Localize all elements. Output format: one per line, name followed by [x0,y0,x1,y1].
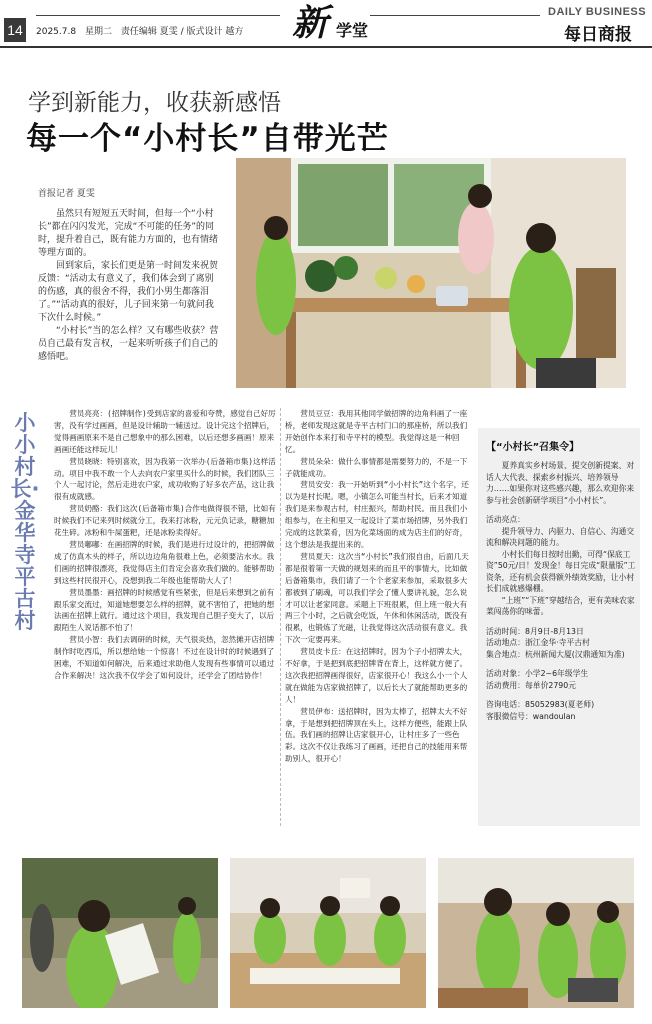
notice-phone: 咨询电话：85052983(夏老师) [486,700,595,709]
bottom-photo-1-illustration [22,858,218,1008]
camper-quote: 营员皮卡丘：在这招牌时，因为个子小招牌太大，不好拿，于是把到底把招牌背在背上，这样就方便了。这次我把招牌画得很好，店家很开心！我这么小一个人就在做能为店家做招牌了，以后长大了就能帮助更多的人！ [285,647,468,704]
article-column-2 [285,408,473,765]
notice-intro: 夏养真实乡村场景、提交创新提案、对话人大代表、探索乡村振兴、培养领导力……如果你对这些感兴趣，那么欢迎你来参与社会创新研学项目“小小村长”。 [486,461,635,505]
camper-quote: 营员安安：我一开始听到“小小村长”这个名字，还以为是村长呢。嗯，小镇怎么可能当村长，后来才知道我们是来参观古村，村庄振兴，帮助村民。而且我们小组参与，在主和里又一起设计了菜市场招牌，另外我们完成的这款菜肴，因为化菜场面的成为店主们的好奇，这个想法是我提出来的。 [285,480,469,549]
header-rule-right [370,15,540,16]
main-photo-illustration [236,158,626,388]
column-divider [280,408,282,826]
notice-audience: 活动对象：小学2~6年级学生 [486,669,589,678]
notice-title: 【“小村长”召集令】 [486,442,580,453]
intro-paragraph: 回到家后，家长们更是第一时间发来祝贺反馈：“活动太有意义了，我们体会到了离别的伤感，真的很舍不得，我们小男生都落泪了。”“活动真的很好，儿子回来第一句就问我下次什么时候。” [38,261,219,323]
notice-wechat: 客服微信号：wandoulan [486,711,576,721]
camper-quote: 营员墨墨：画招牌的时候感觉有些紧张，但是后来想到之前有跟乐家交流过，知道她想要怎么样的招牌，就不害怕了，把她的想法画在招牌上就行。通过这个项目，我发现自己胆子变大了，以后跟陌生人说话都不怕了！ [54,587,275,633]
intro-text [38,208,222,364]
intro-paragraph: “小村长”当的怎么样？又有哪些收获？营员自己最有发言权，一起来听听孩子们自己的感悟吧。 [38,326,219,362]
header-rule [36,15,280,16]
article-title: 每一个“小村长”自带光芒 [26,121,389,157]
vertical-heading: 小小村长·金华寺平古村 [10,411,40,633]
notice-highlight: 小村长们每日按时出勤，可得“保底工资”50元/日！发现金！每日完成“限量版”工资条，还有机会获得额外绩效奖励，让小村长们成就感爆棚。 [486,549,636,593]
main-photo [236,158,626,388]
notice-meeting-point: 集合地点：杭州新闻大厦(汉鼎通知为准) [486,649,625,659]
notice-location: 活动地点：浙江金华·寺平古村 [486,638,590,647]
bottom-photo-2-illustration [230,858,426,1008]
camper-quote: 营员亮亮：(招牌制作)受到店家的喜爱和夸赞，感觉自己好厉害，没有学过画画，但是设计辅助一辅送过。设计完这个招牌后，觉得画画原来不是自己想象中的那么困难，以后还想多画画！原来画画还能这样玩儿！ [54,409,276,454]
article-column-1 [54,408,276,682]
page-number: 14 [4,18,26,42]
bottom-photo-1 [22,858,218,1008]
editors-credit: 责任编辑 夏雯 / 版式设计 越方 [120,27,244,37]
notice-fee: 活动费用：每单价2790元 [486,680,577,690]
notice-highlight: 提升领导力、内驱力、自信心、沟通交流和解决问题的能力。 [486,526,635,547]
issue-meta [36,24,249,37]
bottom-photo-3 [438,858,634,1008]
camper-quote: 营员伊布：送招牌时，因为太棒了，招牌太大不好拿，于是想到把招牌顶在头上，这样方便些，能跟上队伍。我们画的招牌让店家很开心，让村庄多了一些色彩。这次不仅让我练习了画画，还把自己的技能用来帮助别人，很开心！ [285,706,468,764]
camper-quote: 营员奶酪：我们这次(后备箱市集)合作电做得很不错，比如有时候我们不记来列时候就分工，我来打冰粉，元元负记录，糖糖加花生碎。冰粉和牛屎蛋粑，还是冰粉卖得好。 [54,504,276,538]
bottom-photo-3-illustration [438,858,634,1008]
issue-date: 2025.7.8 [36,27,77,37]
notice-body [486,460,636,722]
issue-weekday: 星期二 [84,27,112,37]
camper-quote: 营员朵朵：做什么事情都是需要努力的，不是一下子就能成功。 [285,456,468,478]
byline: 首报记者 夏雯 [38,189,95,199]
notice-highlights-label: 活动亮点： [486,515,525,524]
notice-time: 活动时间：8月9日-8月13日 [486,626,584,636]
camper-quote: 营员豆豆：我用其他同学做招牌的边角料画了一座桥，老师发现这就是寺平古村门口的那座桥，所以我们开始创作本来打和寺平村的模型。我觉得这是一种回忆。 [285,409,468,454]
camper-quote: 营员晓晓：特别喜欢，因为我第一次举办(后备箱市集)这样活动。项目中我不敢一个人去向农户家里买什么的时候，我们团队三个人一起讨论，然后走进农户家，成功收购了好多农产品，这让我很有成就感。 [54,456,276,502]
camper-quote: 营员嘟嘟：在画招牌的时候，我们是进行过设计的，把招牌做成了仿真木头的样子，所以边边角角很难上色，必须要沾水水。我们画的招牌很漂亮，我觉得店主们肯定会喜欢我们做的。能够帮助到这些村民很开心，没想到我二年级也能帮助大人了！ [54,539,275,585]
brand-english: DAILY BUSINESS [548,6,647,18]
intro-paragraph: 虽然只有短短五天时间，但每一个“小村长”都在闪闪发光，完成“不可能的任务”的同时，提升着自己，既有能力方面的，也有情绪等理方面的。 [38,209,219,258]
bottom-photo-2 [230,858,426,1008]
header-divider [0,46,652,48]
section-logo: 新 [292,2,329,44]
brand-chinese: 每日商报 [564,25,632,45]
camper-quote: 营员夏天：这次当“小村长”我们很自由，后面几天都是很着第一天做的规划来的而且平的事情大，比如做后备箱集市，我们请了一个个老家来参加，采取很多大都被到了刷魂，可以我们学会了懂人要讲礼貌，怎么说才可以让老家同意。采题上下班很累，但上班一般大有两三个小时，之后就会吃饭，午休和休闲活动，既没有很累，也锻炼了光磁，让我觉得这次活动很有意义。我下次一定要再来。 [285,551,469,645]
article-subtitle: 学到新能力，收获新感悟 [28,90,281,116]
camper-quote: 营员小智：我们去调研的时候，天气很炎热，忽然摊开店招牌制作时吃西瓜，所以想给她一个惊喜！不过在设计时的时候遇到了困难，不知道如何解决，后来通过求助他人发现有些事情可以通过合作来解决！这次我不仅学会了如何设计，还学会了团结协作！ [54,635,275,680]
notice-highlight: “上班”“下班”穿越结合，更有美味农家菜闯荡你的味蕾。 [486,595,635,616]
section-name: 学堂 [336,21,369,40]
